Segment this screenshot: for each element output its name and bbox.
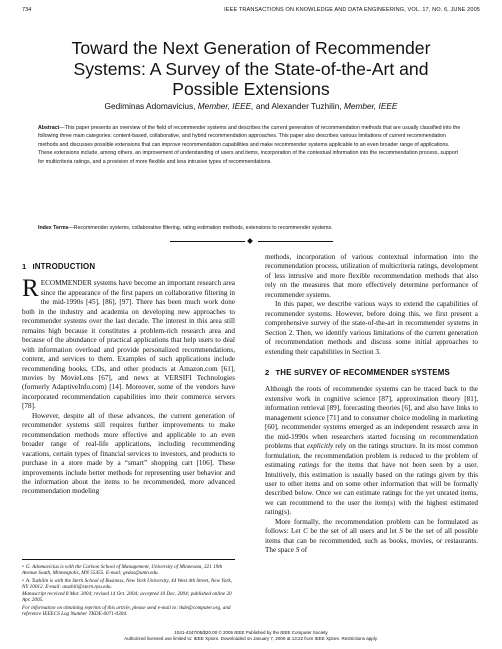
- title-line-2: Systems: A Survey of the State-of-the-Art and: [73, 58, 429, 79]
- page-footer: [0, 630, 502, 643]
- left-column: [22, 262, 235, 497]
- title-line-3: Possible Extensions: [172, 79, 330, 99]
- index-terms-label: Index Terms: [38, 225, 69, 231]
- abstract: [38, 124, 464, 166]
- author-membership-2: Member, IEEE: [343, 101, 398, 111]
- footnotes: [22, 559, 235, 618]
- journal-info: IEEE TRANSACTIONS ON KNOWLEDGE AND DATA ENGINEERING, VOL. 17, NO. 6, JUNE 2005: [224, 7, 480, 13]
- section-divider: [170, 238, 333, 246]
- section-1-paragraph-2: However, despite all of these advances, the current generation of recommender systems still requires further improvements to make recommendation methods more effective and applicable to an even broader range of real-life applications, including recommending vacations, certain types of financial services to investors, and products to purchase in a store made by a “smart” shopping cart [106]. These improvements include better methods for representing user behavior and the information about the items to be recommended, more advanced recommendation modeling: [22, 411, 235, 496]
- diamond-icon: [247, 238, 253, 244]
- divider-rule-right: [258, 241, 333, 242]
- title-line-1: Toward the Next Generation of Recommender: [71, 38, 431, 58]
- bullet-icon: •: [22, 577, 24, 584]
- section-2-heading: 2 THE SURVEY OF RECOMMENDER SYSTEMS: [265, 367, 450, 377]
- license-line: Authorized licensed use limited to: IEEE Xplore. Downloaded on January 7, 2009 at 13:22 from IEEE Xplore. Restrictions apply.: [124, 636, 378, 642]
- section-2-paragraph-1: Although the roots of recommender systems can be traced back to the extensive work in cognitive science [87], approximation theory [81], information retrieval [89], forecasting theories [6], and also have links to management science [71] and to consumer choice modeling in marketing [60], recommender systems emerged as an independent research area in the mid-1990s when researchers started focusing on recommendation problems that explicitly rely on the ratings structure. In its most common formulation, the recommendation problem is reduced to the problem of estimating ratings for the items that have not been seen by a user. Intuitively, this estimation is usually based on the ratings given by this user to other items and on some other information that will be formally described below. Once we can estimate ratings for the yet unrated items, we can recommend to the user the item(s) with the highest estimated rating(s).: [265, 385, 478, 517]
- section-1-heading: 1 INTRODUCTION: [22, 262, 96, 271]
- paper-title: [20, 38, 482, 100]
- abstract-label: Abstract: [38, 125, 60, 131]
- bullet-icon: •: [22, 564, 24, 570]
- divider-rule-left: [170, 241, 245, 242]
- manuscript-dates: Manuscript received 8 Mar. 2004; revised 14 Oct. 2004; accepted 10 Dec. 2004; published online 20 Apr. 2005.: [22, 591, 232, 604]
- copyright-line: 1041-4347/05/$20.00 © 2005 IEEE Published by the IEEE Computer Society: [174, 630, 328, 635]
- section-2-paragraph-2: More formally, the recommendation problem can be formulated as follows: Let C be the set of all users and let S be the set of all possible items that can be recommended, such as books, movies, or restaurants. The space S of: [265, 517, 478, 555]
- section-1-paragraph-4: In this paper, we describe various ways to extend the capabilities of recommender systems. However, before doing this, we first present a comprehensive survey of the state-of-the-art in recommender systems in Section 2. Then, we identify various limitations of the current generation of recommendation methods and discuss some initial approaches to extending their capabilities in Section 3.: [265, 300, 478, 356]
- section-1-paragraph-1: RECOMMENDER systems have become an important research area since the appearance of the first papers on collaborative filtering in the mid-1990s [45], [86], [97]. There has been much work done both in the industry and academia on developing new approaches to recommender systems over the last decade. The interest in this area still remains high because it constitutes a problem-rich research area and because of the abundance of practical applications that help users to deal with information overload and provide personalized recommendations, content, and services to them. Examples of such applications include recommending books, CDs, and other products at Amazon.com [61], movies by MovieLens [67], and news at VERSIFI Technologies (formerly AdaptiveInfo.com) [14]. Moreover, some of the vendors have incorporated recommendation capabilities into their commerce servers [78].: [22, 275, 235, 411]
- abstract-text: —This paper presents an overview of the field of recommender systems and describes the current generation of recommendation methods that are usually classified into the following three main categories: content-based, collaborative, and hybrid recommendation approaches. This paper also describes various limitations of current recommendation methods and discusses possible extensions that can improve recommendation capabilities and make recommender systems applicable to an even broader range of applications. These extensions include, among others, an improvement of understanding of users and items, incorporation of the contextual information into the recommendation process, support for multicriteria ratings, and a provision of more flexible and less intrusive types of recommendations.: [38, 125, 461, 165]
- footnote-adomavicius: • G. Adomavicius is with the Carlson School of Management, University of Minnesota, 321 19th Avenue South, Minneapolis, MN 55455. E-mail: gedas@umn.edu.: [22, 564, 223, 577]
- reprint-info: For information on obtaining reprints of this article, please send e-mail to: tkde@computer.org, and reference IEEECS Log Number TKDE-0071-0304.: [22, 604, 231, 618]
- running-header: [22, 7, 480, 17]
- section-1-paragraph-3: methods, incorporation of various contextual information into the recommendation process, utilization of multicriteria ratings, development of less intrusive and more flexible recommendation methods that also rely on the measures that more effectively determine performance of recommender systems.: [265, 253, 478, 299]
- author-list: [20, 101, 482, 111]
- author-adomavicius: Gediminas Adomavicius,: [104, 101, 196, 111]
- footnote-tuzhilin: • A. Tuzhilin is with the Stern School of Business, New York University, 44 West 4th Street, New York, NY 10012. E-mail: atuzhili@stern.nyu.edu.: [22, 577, 232, 590]
- index-terms-text: —Recommender systems, collaborative filtering, rating estimation methods, extensions to recommender systems.: [68, 225, 333, 231]
- author-membership-1: Member, IEEE,: [197, 101, 254, 111]
- index-terms: [38, 225, 464, 231]
- page-number: 734: [22, 7, 32, 13]
- right-column: [265, 253, 478, 556]
- drop-cap: R: [22, 275, 39, 303]
- author-tuzhilin: and Alexander Tuzhilin,: [255, 101, 342, 111]
